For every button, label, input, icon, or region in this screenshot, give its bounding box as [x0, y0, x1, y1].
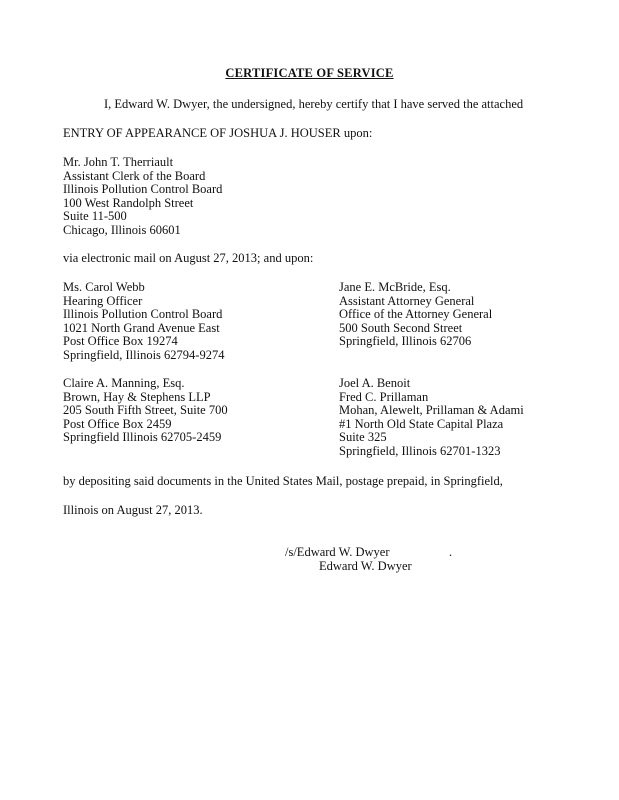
address-line: Ms. Carol Webb — [63, 280, 145, 294]
recipient-address-right-2 — [339, 376, 524, 457]
address-line: Springfield Illinois 62705-2459 — [63, 430, 222, 444]
electronic-signature: /s/Edward W. Dwyer — [285, 545, 390, 559]
primary-recipient-address — [63, 155, 222, 236]
address-line: Illinois Pollution Control Board — [63, 307, 223, 321]
trailing-mark: . — [449, 545, 453, 559]
address-line: Springfield, Illinois 62701-1323 — [339, 443, 501, 458]
address-line: 1021 North Grand Avenue East — [63, 320, 220, 335]
closing-line-2: Illinois on August 27, 2013. — [63, 503, 203, 517]
address-line: 205 South Fifth Street, Suite 700 — [63, 403, 228, 417]
address-line: 500 South Second Street — [339, 320, 463, 335]
recipient-address-left-1 — [63, 280, 224, 361]
address-line: Chicago, Illinois 60601 — [63, 222, 181, 237]
recipient-address-right-1 — [339, 280, 492, 348]
address-line: #1 North Old State Capital Plaza — [339, 416, 504, 431]
address-line: 100 West Randolph Street — [63, 195, 194, 210]
address-line: Post Office Box 19274 — [63, 334, 178, 348]
address-line: Mr. John T. Therriault — [63, 155, 174, 169]
address-line: Suite 11-500 — [63, 209, 127, 223]
address-line: Suite 325 — [339, 430, 387, 444]
via-line: via electronic mail on August 27, 2013; and upon: — [63, 251, 314, 265]
address-line: Claire A. Manning, Esq. — [63, 376, 185, 390]
address-line: Mohan, Alewelt, Prillaman & Adami — [339, 403, 524, 417]
signatory-name: Edward W. Dwyer — [319, 559, 412, 573]
address-line: Jane E. McBride, Esq. — [339, 280, 451, 294]
address-line: Springfield, Illinois 62794-9274 — [63, 347, 225, 362]
address-line: Hearing Officer — [63, 293, 143, 308]
intro-line-2: ENTRY OF APPEARANCE OF JOSHUA J. HOUSER upon: — [63, 126, 373, 140]
address-line: Springfield, Illinois 62706 — [339, 334, 472, 348]
address-line: Fred C. Prillaman — [339, 389, 429, 404]
address-line: Office of the Attorney General — [339, 307, 493, 321]
address-line: Joel A. Benoit — [339, 376, 411, 390]
address-line: Illinois Pollution Control Board — [63, 182, 223, 196]
address-line: Post Office Box 2459 — [63, 416, 172, 431]
address-line: Assistant Attorney General — [339, 293, 475, 308]
document-title: CERTIFICATE OF SERVICE — [225, 66, 394, 80]
intro-line-1: I, Edward W. Dwyer, the undersigned, hereby certify that I have served the attached — [104, 97, 524, 111]
address-line: Assistant Clerk of the Board — [63, 168, 206, 183]
address-line: Brown, Hay & Stephens LLP — [63, 389, 211, 404]
recipient-address-left-2 — [63, 376, 228, 444]
closing-line-1: by depositing said documents in the United States Mail, postage prepaid, in Springfield, — [63, 474, 503, 488]
